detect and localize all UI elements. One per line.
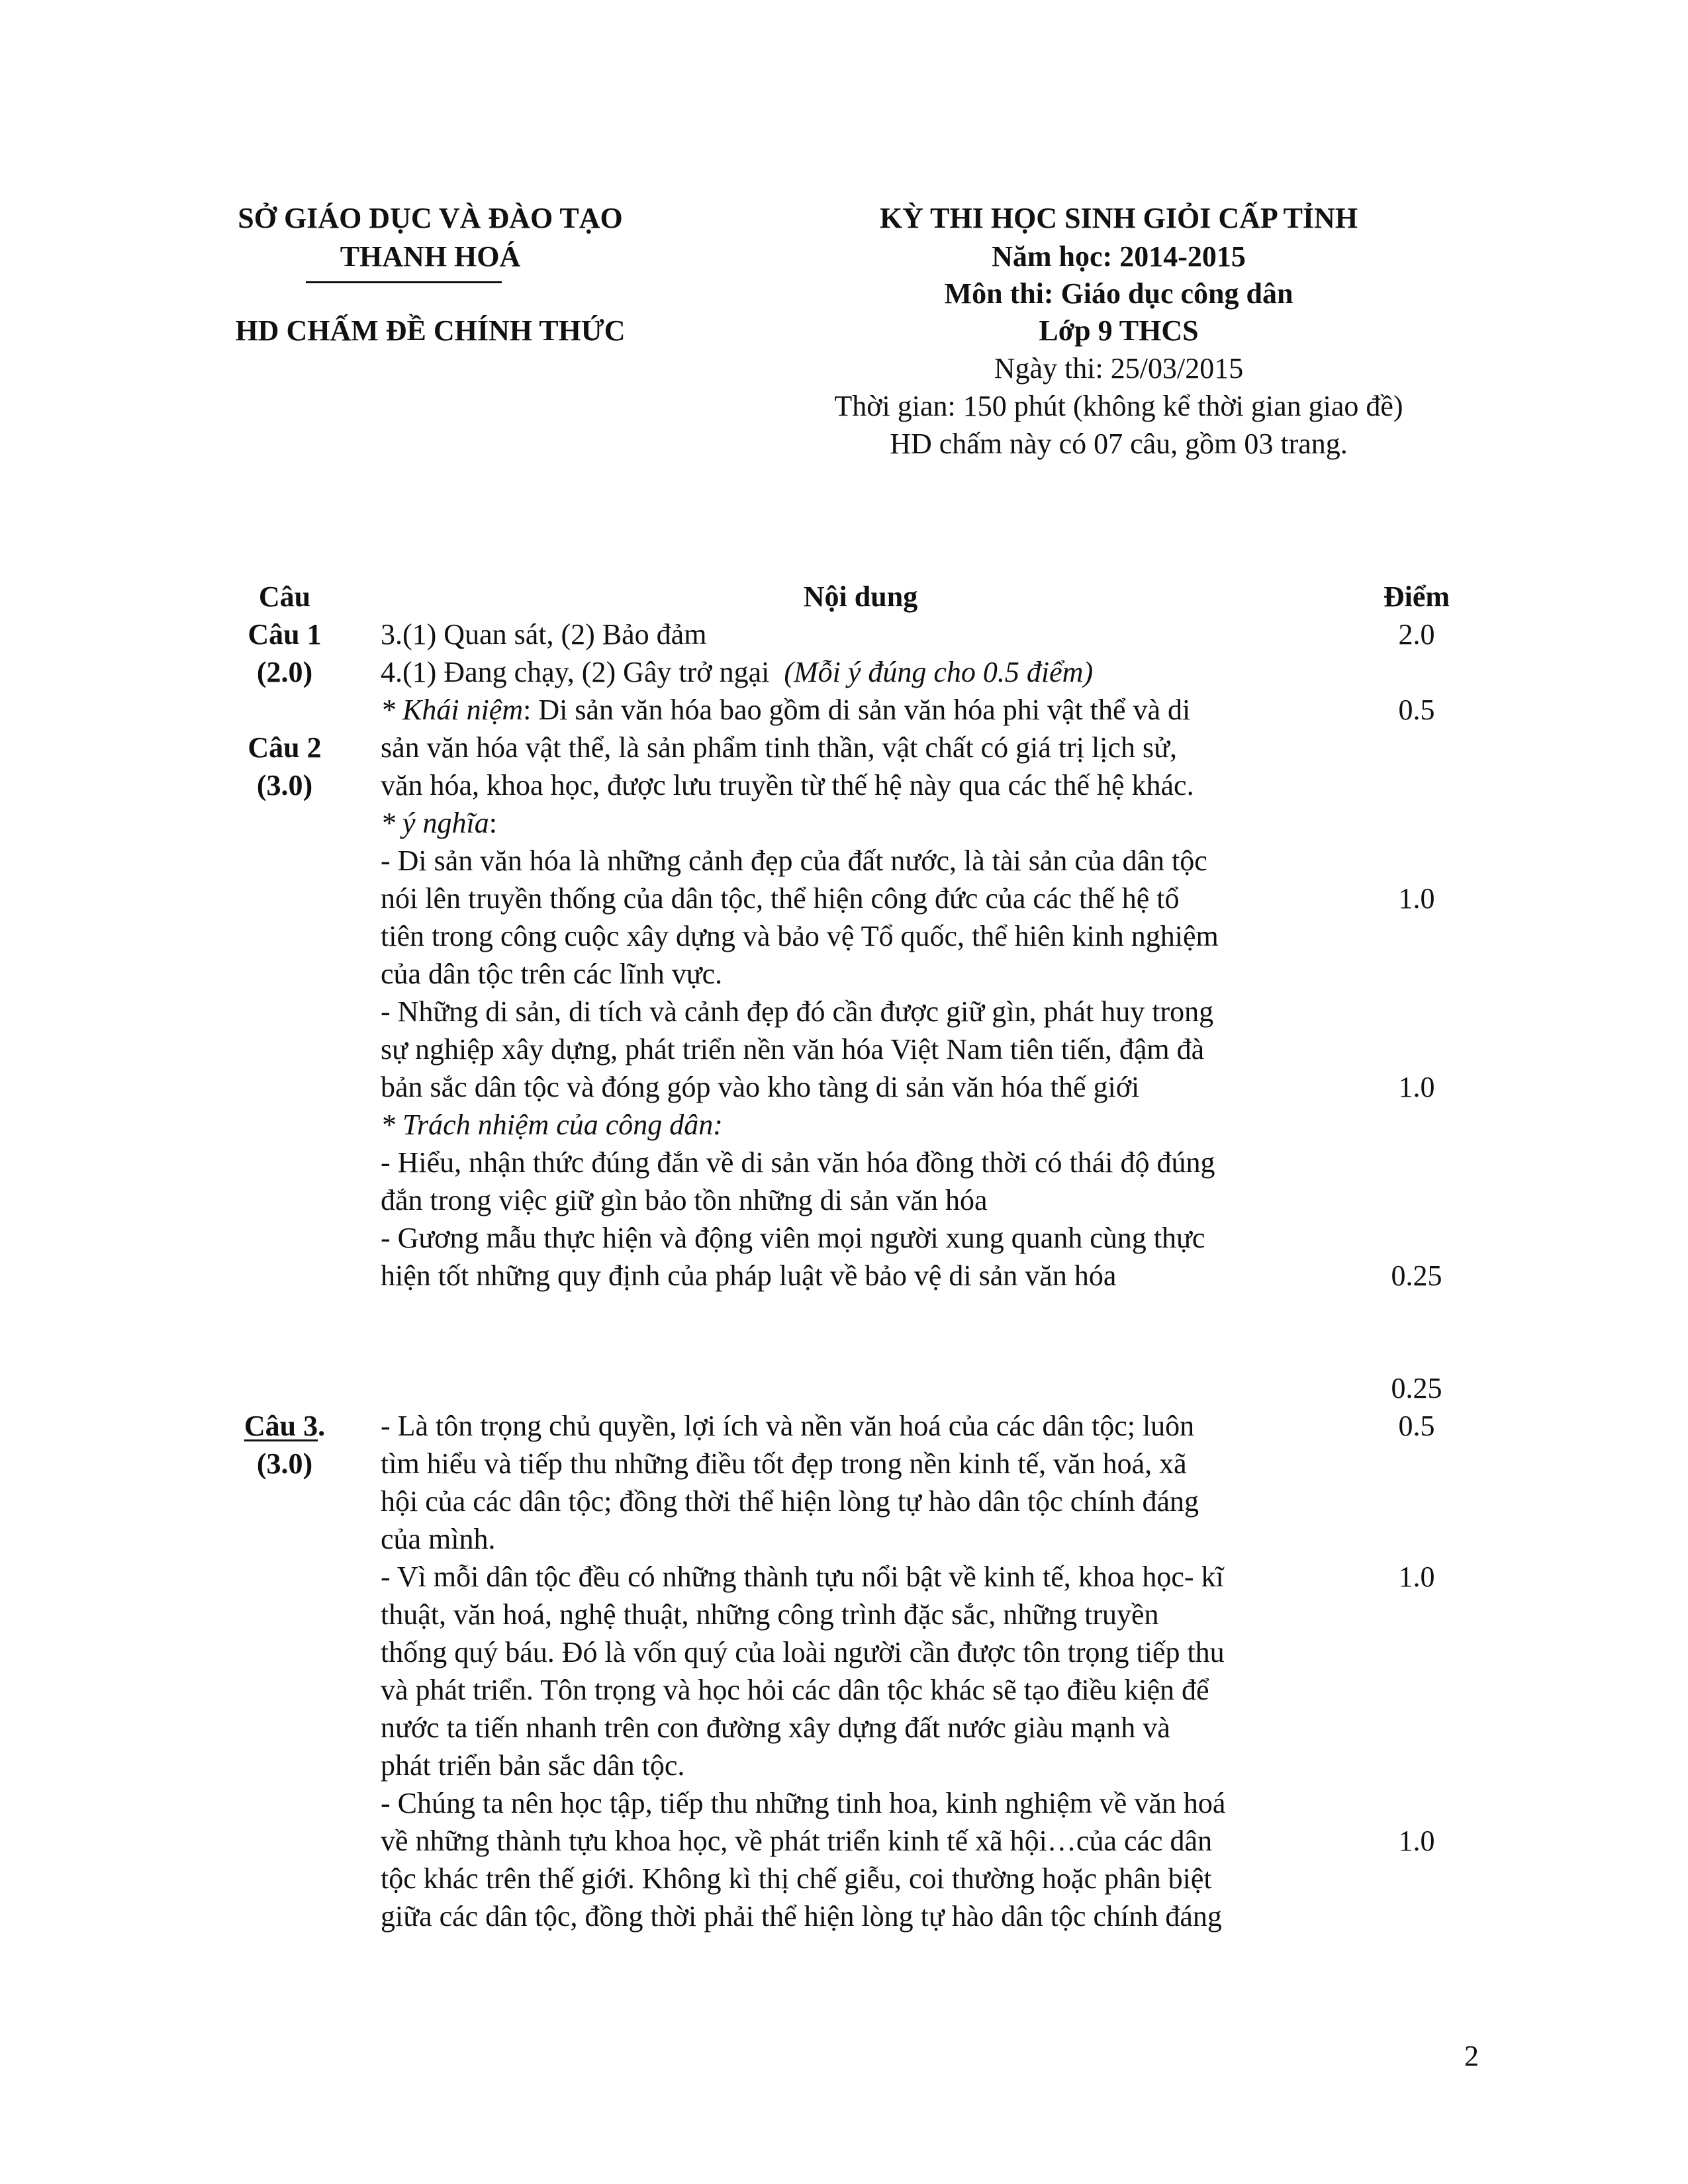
content-line: - Chúng ta nên học tập, tiếp thu những tinh hoa, kinh nghiệm về văn hoá — [381, 1787, 1226, 1819]
question-3-label: Câu 3. — [244, 1410, 326, 1442]
content-line: giữa các dân tộc, đồng thời phải thể hiện lòng tự hào dân tộc chính đáng — [381, 1900, 1222, 1933]
column-header-question: Câu — [258, 580, 311, 613]
question-3-points: (3.0) — [256, 1447, 313, 1480]
page-number: 2 — [1464, 2040, 1479, 2072]
content-line: đắn trong việc giữ gìn bảo tồn những di sản văn hóa — [381, 1184, 988, 1216]
question-3-score-1: 0.5 — [1398, 1410, 1435, 1442]
question-2-points: (3.0) — [256, 769, 313, 801]
header-divider — [306, 281, 502, 283]
content-line: sản văn hóa vật thể, là sản phẩm tinh thần, vật chất có giá trị lịch sử, — [381, 731, 1177, 764]
content-line: của mình. — [381, 1523, 496, 1555]
question-1-scoring-note: (Mỗi ý đúng cho 0.5 điểm) — [784, 656, 1094, 688]
content-line: văn hóa, khoa học, được lưu truyền từ thế hệ này qua các thế hệ khác. — [381, 769, 1194, 801]
question-1-points: (2.0) — [256, 656, 313, 688]
column-header-score: Điểm — [1383, 580, 1450, 613]
content-line: - Vì mỗi dân tộc đều có những thành tựu nổi bật về kinh tế, khoa học- kĩ — [381, 1561, 1224, 1593]
question-2-score-responsibility-2: 0.25 — [1391, 1372, 1442, 1404]
question-2-score-meaning-2: 1.0 — [1398, 1071, 1435, 1103]
question-1-score: 2.0 — [1398, 618, 1435, 651]
content-line: tìm hiểu và tiếp thu những điều tốt đẹp trong nền kinh tế, văn hoá, xã — [381, 1447, 1187, 1480]
content-line: tiên trong công cuộc xây dựng và bảo vệ Tổ quốc, thể hiên kinh nghiệm — [381, 920, 1219, 952]
exam-subject: Môn thi: Giáo dục công dân — [944, 277, 1293, 310]
question-2-score-meaning-1: 1.0 — [1398, 882, 1435, 915]
question-3-score-3: 1.0 — [1398, 1825, 1435, 1857]
department-name: SỞ GIÁO DỤC VÀ ĐÀO TẠO — [238, 202, 623, 234]
question-2-score-responsibility-1: 0.25 — [1391, 1259, 1442, 1292]
page-count-note: HD chấm này có 07 câu, gồm 03 trang. — [890, 428, 1348, 460]
content-line: tộc khác trên thế giới. Không kì thị chế giễu, coi thường hoặc phân biệt — [381, 1862, 1212, 1895]
content-line: hội của các dân tộc; đồng thời thể hiện lòng tự hào dân tộc chính đáng — [381, 1485, 1199, 1518]
content-line: thống quý báu. Đó là vốn quý của loài người cần được tôn trọng tiếp thu — [381, 1636, 1225, 1668]
content-line: - Là tôn trọng chủ quyền, lợi ích và nền văn hoá của các dân tộc; luôn — [381, 1410, 1195, 1442]
content-line: thuật, văn hoá, nghệ thuật, những công trình đặc sắc, những truyền — [381, 1598, 1159, 1631]
content-line: về những thành tựu khoa học, về phát triển kinh tế xã hội…của các dân — [381, 1825, 1213, 1857]
content-line: - Di sản văn hóa là những cảnh đẹp của đất nước, là tài sản của dân tộc — [381, 844, 1207, 877]
exam-date: Ngày thi: 25/03/2015 — [994, 352, 1244, 385]
exam-duration: Thời gian: 150 phút (không kể thời gian giao đề) — [834, 390, 1403, 422]
content-line: nói lên truyền thống của dân tộc, thể hiện công đức của các thế hệ tổ — [381, 882, 1180, 915]
content-line: của dân tộc trên các lĩnh vực. — [381, 958, 723, 990]
content-line: sự nghiệp xây dựng, phát triển nền văn hóa Việt Nam tiên tiến, đậm đà — [381, 1033, 1205, 1066]
question-1-label: Câu 1 — [248, 618, 322, 651]
document-type: HD CHẤM ĐỀ CHÍNH THỨC — [235, 314, 626, 347]
column-header-content: Nội dung — [803, 580, 918, 613]
content-line: - Gương mẫu thực hiện và động viên mọi người xung quanh cùng thực — [381, 1222, 1205, 1254]
content-line: hiện tốt những quy định của pháp luật về bảo vệ di sản văn hóa — [381, 1259, 1117, 1292]
exam-title: KỲ THI HỌC SINH GIỎI CẤP TỈNH — [879, 202, 1358, 234]
question-2-score-concept: 0.5 — [1398, 694, 1435, 726]
question-1-answer-4: 4.(1) Đang chạy, (2) Gây trở ngại (Mỗi ý đúng cho 0.5 điểm) — [381, 656, 1094, 688]
concept-heading: * Khái niệm — [381, 694, 524, 726]
content-line: - Những di sản, di tích và cảnh đẹp đó cần được giữ gìn, phát huy trong — [381, 995, 1214, 1028]
content-line: nước ta tiến nhanh trên con đường xây dựng đất nước giàu mạnh và — [381, 1711, 1170, 1744]
question-2-concept-line: * Khái niệm: Di sản văn hóa bao gồm di sản văn hóa phi vật thể và di — [381, 694, 1191, 726]
content-line: - Hiểu, nhận thức đúng đắn về di sản văn hóa đồng thời có thái độ đúng — [381, 1146, 1215, 1179]
province-name: THANH HOÁ — [340, 240, 521, 273]
school-year: Năm học: 2014-2015 — [992, 240, 1246, 273]
content-line: bản sắc dân tộc và đóng góp vào kho tàng di sản văn hóa thế giới — [381, 1071, 1140, 1103]
question-2-label: Câu 2 — [248, 731, 322, 764]
grade-level: Lớp 9 THCS — [1039, 314, 1199, 347]
question-2-meaning-heading: * ý nghĩa: — [381, 807, 497, 839]
question-1-answer-3: 3.(1) Quan sát, (2) Bảo đảm — [381, 618, 707, 651]
content-line: và phát triển. Tôn trọng và học hỏi các dân tộc khác sẽ tạo điều kiện để — [381, 1674, 1209, 1706]
question-2-responsibility-heading: * Trách nhiệm của công dân: — [381, 1109, 723, 1141]
question-3-score-2: 1.0 — [1398, 1561, 1435, 1593]
content-line: phát triển bản sắc dân tộc. — [381, 1749, 685, 1782]
